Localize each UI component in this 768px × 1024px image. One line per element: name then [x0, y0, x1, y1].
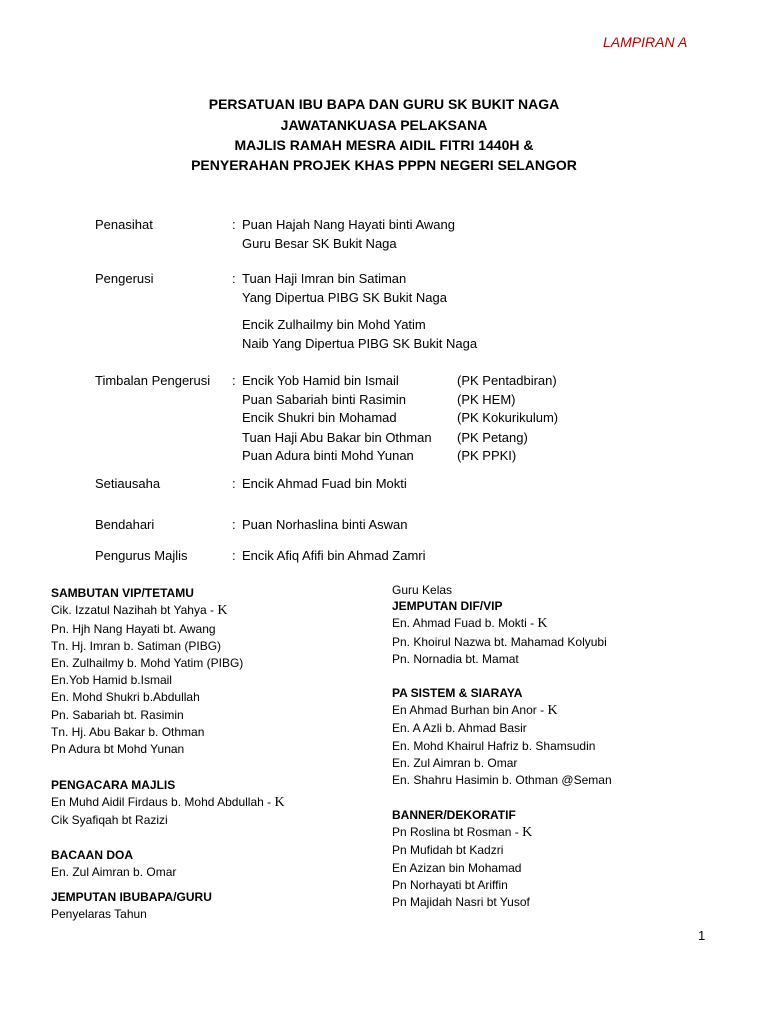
- title-line-4: PENYERAHAN PROJEK KHAS PPPN NEGERI SELANGOR: [191, 157, 577, 173]
- setiausaha-label: Setiausaha: [95, 476, 161, 491]
- setiausaha-name: Encik Ahmad Fuad bin Mokti: [242, 476, 407, 491]
- list-item: Pn Majidah Nasri bt Yusof: [392, 895, 530, 909]
- pengacara-heading: PENGACARA MAJLIS: [51, 778, 176, 792]
- bacaan-doa-heading: BACAAN DOA: [51, 848, 133, 862]
- pa-sistem-leader: [392, 703, 558, 719]
- sambutan-heading: SAMBUTAN VIP/TETAMU: [51, 586, 194, 600]
- pengerusi-label: Pengerusi: [95, 271, 154, 286]
- ketua-mark: K: [547, 703, 558, 718]
- naib-pengerusi-name: Encik Zulhailmy bin Mohd Yatim: [242, 317, 426, 332]
- pengurus-majlis-name: Encik Afiq Afifi bin Ahmad Zamri: [242, 548, 426, 563]
- list-item: En. A Azli b. Ahmad Basir: [392, 721, 527, 735]
- pengerusi-name: Tuan Haji Imran bin Satiman: [242, 271, 407, 286]
- timbalan-role: (PK Pentadbiran): [457, 373, 557, 388]
- ketua-mark: K: [522, 825, 533, 840]
- bendahari-label: Bendahari: [95, 517, 155, 532]
- timbalan-name: Encik Yob Hamid bin Ismail: [242, 373, 399, 388]
- timbalan-role: (PK Petang): [457, 430, 528, 445]
- penasihat-label: Penasihat: [95, 217, 153, 232]
- list-item: En. Mohd Khairul Hafriz b. Shamsudin: [392, 739, 596, 753]
- list-item: Pn Norhayati bt Ariffin: [392, 878, 508, 892]
- list-item: En.Yob Hamid b.Ismail: [51, 673, 172, 687]
- colon: :: [232, 517, 236, 532]
- list-item: En. Zul Aimran b. Omar: [51, 865, 177, 879]
- pengacara-leader: [51, 795, 285, 811]
- naib-pengerusi-title: Naib Yang Dipertua PIBG SK Bukit Naga: [242, 336, 478, 351]
- timbalan-name: Encik Shukri bin Mohamad: [242, 410, 397, 425]
- bendahari-name: Puan Norhaslina binti Aswan: [242, 517, 408, 532]
- page-number: 1: [698, 928, 706, 943]
- list-item: Pn. Sabariah bt. Rasimin: [51, 708, 184, 722]
- list-item: Pn Mufidah bt Kadzri: [392, 843, 504, 857]
- timbalan-role: (PK PPKI): [457, 448, 517, 463]
- timbalan-name: Puan Sabariah binti Rasimin: [242, 392, 407, 407]
- list-item: Penyelaras Tahun: [51, 907, 147, 921]
- sambutan-leader: [51, 603, 227, 619]
- ketua-mark: K: [274, 795, 285, 810]
- list-item: Pn Adura bt Mohd Yunan: [51, 742, 185, 756]
- ketua-mark: K: [537, 616, 548, 631]
- list-item: En. Shahru Hasimin b. Othman @Seman: [392, 773, 612, 787]
- list-item: Pn. Hjh Nang Hayati bt. Awang: [51, 622, 216, 636]
- leader-name: En Ahmad Burhan bin Anor -: [392, 703, 548, 717]
- timbalan-name: Puan Adura binti Mohd Yunan: [242, 448, 414, 463]
- title-line-3: MAJLIS RAMAH MESRA AIDIL FITRI 1440H &: [234, 137, 534, 153]
- list-item: Tn. Hj. Abu Bakar b. Othman: [51, 725, 205, 739]
- jemputan-ibubapa-heading: JEMPUTAN IBUBAPA/GURU: [51, 890, 212, 904]
- list-item: Guru Kelas: [392, 583, 453, 597]
- penasihat-name: Puan Hajah Nang Hayati binti Awang: [242, 217, 455, 232]
- colon: :: [232, 548, 236, 563]
- banner-leader: [392, 825, 532, 841]
- banner-heading: BANNER/DEKORATIF: [392, 808, 516, 822]
- leader-name: Pn Roslina bt Rosman -: [392, 825, 523, 839]
- pa-sistem-heading: PA SISTEM & SIARAYA: [392, 686, 523, 700]
- colon: :: [232, 217, 236, 232]
- list-item: En Azizan bin Mohamad: [392, 861, 522, 875]
- timbalan-name: Tuan Haji Abu Bakar bin Othman: [242, 430, 432, 445]
- colon: :: [232, 476, 236, 491]
- list-item: En. Mohd Shukri b.Abdullah: [51, 690, 200, 704]
- appendix-label: LAMPIRAN A: [603, 34, 688, 50]
- jemputan-dif-heading: JEMPUTAN DIF/VIP: [392, 599, 503, 613]
- list-item: Pn. Nornadia bt. Mamat: [392, 652, 519, 666]
- title-line-2: JAWATANKUASA PELAKSANA: [280, 117, 488, 133]
- list-item: Cik Syafiqah bt Razizi: [51, 813, 168, 827]
- list-item: En. Zul Aimran b. Omar: [392, 756, 518, 770]
- penasihat-title: Guru Besar SK Bukit Naga: [242, 236, 397, 251]
- leader-name: En Muhd Aidil Firdaus b. Mohd Abdullah -: [51, 795, 275, 809]
- pengurus-majlis-label: Pengurus Majlis: [95, 548, 188, 563]
- ketua-mark: K: [217, 603, 228, 618]
- list-item: Pn. Khoirul Nazwa bt. Mahamad Kolyubi: [392, 635, 607, 649]
- colon: :: [232, 271, 236, 286]
- list-item: En. Zulhailmy b. Mohd Yatim (PIBG): [51, 656, 244, 670]
- timbalan-label: Timbalan Pengerusi: [95, 373, 211, 388]
- pengerusi-title: Yang Dipertua PIBG SK Bukit Naga: [242, 290, 447, 305]
- colon: :: [232, 373, 236, 388]
- list-item: Tn. Hj. Imran b. Satiman (PIBG): [51, 639, 222, 653]
- leader-name: Cik. Izzatul Nazihah bt Yahya -: [51, 603, 218, 617]
- timbalan-role: (PK HEM): [457, 392, 516, 407]
- title-line-1: PERSATUAN IBU BAPA DAN GURU SK BUKIT NAGA: [208, 96, 560, 112]
- timbalan-role: (PK Kokurikulum): [457, 410, 559, 425]
- leader-name: En. Ahmad Fuad b. Mokti -: [392, 616, 538, 630]
- jemputan-dif-leader: [392, 616, 548, 632]
